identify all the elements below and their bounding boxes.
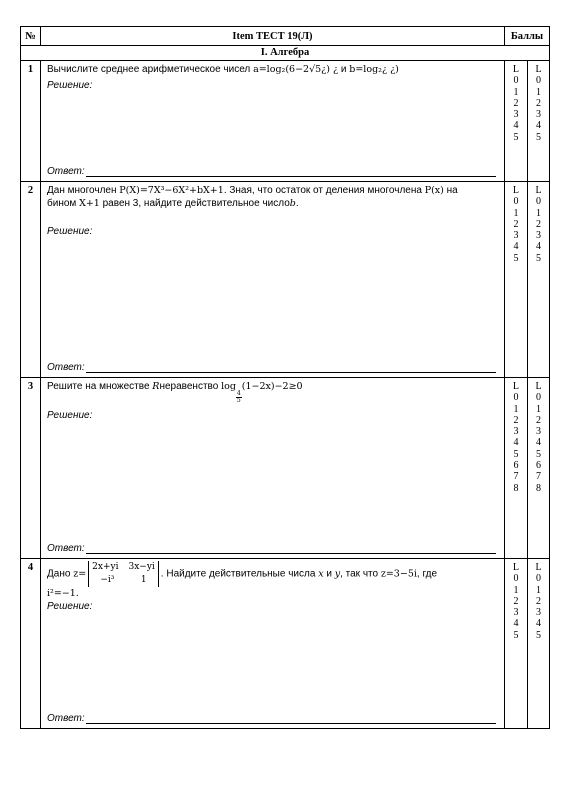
score-list (528, 381, 549, 494)
math-expression: z=3−5i (380, 568, 417, 580)
score-option[interactable]: L (512, 381, 520, 392)
math-expression: y (334, 568, 341, 580)
question-text (47, 63, 500, 76)
header-row (21, 27, 550, 46)
math-log: log (221, 381, 236, 392)
score-option[interactable]: L (512, 185, 520, 196)
score-option[interactable]: 3 (535, 607, 541, 619)
solution-label: Решение: (47, 410, 93, 421)
score-option[interactable]: 0 (535, 196, 541, 208)
question-body (41, 378, 505, 559)
question-text-part: бином (47, 198, 80, 209)
score-column-2[interactable] (527, 378, 549, 559)
score-option[interactable]: 5 (535, 629, 541, 641)
score-option[interactable]: 3 (535, 109, 541, 121)
math-expression: b (289, 198, 296, 209)
score-option[interactable]: 2 (513, 595, 519, 607)
det-cell: 1 (140, 575, 147, 585)
question-number: 4 (21, 559, 41, 729)
score-option[interactable]: 1 (513, 86, 519, 98)
score-option[interactable]: 3 (535, 230, 541, 242)
score-option[interactable]: 4 (513, 241, 519, 253)
math-expression: R (152, 381, 160, 392)
score-option[interactable]: 3 (535, 426, 541, 438)
score-list (505, 562, 527, 641)
score-option[interactable]: 0 (513, 392, 519, 404)
det-cell: 2x+yi (92, 562, 119, 572)
score-option[interactable]: 0 (513, 196, 519, 208)
score-option[interactable]: 5 (513, 252, 519, 264)
question-text (47, 380, 500, 404)
score-option[interactable]: 4 (513, 120, 519, 132)
math-expression: X+1 (79, 198, 100, 209)
answer-line[interactable] (86, 544, 496, 554)
fraction-numerator: 4 (236, 390, 241, 397)
question-text-part: , где (416, 568, 438, 580)
answer-line[interactable] (86, 363, 496, 373)
question-text-part: . Зная, что остаток от деления многочлена (223, 185, 425, 196)
test-table (20, 26, 550, 729)
answer-label: Ответ: (47, 543, 85, 554)
score-option[interactable]: L (535, 381, 542, 392)
score-option[interactable]: 5 (535, 448, 541, 460)
score-option[interactable]: 7 (535, 471, 541, 483)
score-column-2[interactable] (527, 559, 549, 729)
score-option[interactable]: 3 (513, 230, 519, 242)
score-list (505, 64, 527, 143)
score-option[interactable]: 3 (513, 426, 519, 438)
answer-line[interactable] (86, 167, 496, 177)
score-column-2[interactable] (527, 182, 549, 378)
question-number: 2 (21, 182, 41, 378)
score-option[interactable]: 6 (535, 460, 541, 472)
score-option[interactable]: 7 (513, 471, 519, 483)
det-cell: 3x−yi (128, 562, 155, 572)
question-text (47, 561, 500, 600)
math-expression: x (318, 568, 324, 580)
score-option[interactable]: 5 (513, 448, 519, 460)
score-list (528, 64, 549, 143)
score-option[interactable]: 0 (535, 392, 541, 404)
score-column-2[interactable] (527, 61, 549, 182)
math-expression: z= (73, 568, 87, 580)
section-title: I. Алгебра (21, 46, 550, 61)
score-option[interactable]: L (535, 64, 542, 75)
answer-line[interactable] (86, 714, 496, 724)
math-expression: P(x) (424, 185, 444, 196)
score-option[interactable]: 4 (535, 618, 541, 630)
question-text-part: Дан многочлен (47, 185, 120, 196)
answer-field[interactable] (47, 543, 496, 554)
math-expression: P(X)=7X³−6X²+bX+1 (119, 185, 224, 196)
score-column-1[interactable] (504, 378, 527, 559)
score-option[interactable]: 0 (513, 75, 519, 87)
question-text-part: Вычислите среднее арифметическое чисел (47, 64, 254, 75)
math-expression: i²=−1. (47, 588, 79, 599)
score-option[interactable]: 3 (513, 607, 519, 619)
question-text-part: неравенство (159, 381, 222, 392)
header-num: № (21, 27, 41, 46)
score-column-1[interactable] (504, 182, 527, 378)
score-option[interactable]: 1 (535, 403, 541, 415)
score-option[interactable]: 0 (535, 573, 541, 585)
question-text-part: и (338, 64, 350, 75)
fraction-denominator: 5 (236, 397, 241, 404)
question-text-part: , так что (340, 568, 381, 580)
score-option[interactable]: 0 (513, 573, 519, 585)
question-text: Дан многочлен P(X)=7X³−6X²+bX+1. Зная, что остаток от деления многочлена P(x) на бином X+1 равен 3, найдите действительное числоb. (47, 185, 458, 209)
question-row (21, 182, 550, 378)
score-option[interactable]: 5 (535, 131, 541, 143)
score-option[interactable]: 6 (513, 460, 519, 472)
score-option[interactable]: 1 (513, 207, 519, 219)
score-column-1[interactable] (504, 61, 527, 182)
answer-label: Ответ: (47, 166, 85, 177)
score-option[interactable]: 2 (513, 97, 519, 109)
math-expression: (1−2x)−2≥0 (241, 381, 303, 392)
question-text-part: равен 3, найдите действительное число (99, 198, 290, 209)
score-option[interactable]: L (512, 562, 520, 573)
answer-label: Ответ: (47, 362, 85, 373)
answer-field[interactable] (47, 362, 496, 373)
score-option[interactable]: 2 (513, 218, 519, 230)
solution-label: Решение: (47, 601, 93, 612)
score-option[interactable]: 0 (535, 75, 541, 87)
log-base-fraction (236, 391, 242, 404)
score-list (528, 185, 549, 264)
determinant (88, 561, 159, 587)
answer-field[interactable] (47, 713, 496, 724)
answer-field[interactable] (47, 166, 496, 177)
score-option[interactable]: 5 (513, 629, 519, 641)
solution-label: Решение: (47, 226, 93, 237)
question-row (21, 378, 550, 559)
score-option[interactable]: 1 (535, 207, 541, 219)
score-option[interactable]: L (535, 185, 542, 196)
question-body (41, 61, 505, 182)
question-row (21, 61, 550, 182)
score-option[interactable]: 5 (513, 131, 519, 143)
score-option[interactable]: 4 (535, 437, 541, 449)
score-option[interactable]: 2 (535, 414, 541, 426)
question-text-part: Решите на множестве (47, 381, 153, 392)
score-option[interactable]: 2 (513, 414, 519, 426)
score-option[interactable]: 4 (513, 437, 519, 449)
score-option[interactable]: 1 (535, 86, 541, 98)
score-option[interactable]: 8 (535, 482, 541, 494)
math-expression: b=log₂¿ ¿) (349, 64, 399, 75)
score-option[interactable]: 2 (535, 218, 541, 230)
score-list (505, 381, 527, 494)
question-text-part: Дано (47, 568, 74, 580)
score-option[interactable]: 2 (535, 97, 541, 109)
score-option[interactable]: 4 (513, 618, 519, 630)
score-list (505, 185, 527, 264)
score-option[interactable]: 1 (513, 403, 519, 415)
score-option[interactable]: 5 (535, 252, 541, 264)
solution-label: Решение: (47, 80, 93, 91)
question-text-part: и (323, 568, 335, 580)
score-option[interactable]: 1 (513, 584, 519, 596)
math-inequality (221, 381, 303, 404)
score-option[interactable]: L (512, 64, 520, 75)
question-body (41, 559, 505, 729)
score-list (528, 562, 549, 641)
question-body (41, 182, 505, 378)
score-option[interactable]: L (535, 562, 542, 573)
score-option[interactable]: 4 (535, 120, 541, 132)
question-text-part: на (443, 185, 458, 196)
header-title: Item ТЕСТ 19(Л) (41, 27, 505, 46)
question-row (21, 559, 550, 729)
question-number: 3 (21, 378, 41, 559)
score-option[interactable]: 4 (535, 241, 541, 253)
math-expression: a=log₂(6−2√5¿) ¿ (253, 64, 339, 75)
score-column-1[interactable] (504, 559, 527, 729)
question-text-part: . Найдите действительные числа (160, 568, 319, 580)
det-cell: −i³ (100, 575, 115, 585)
score-option[interactable]: 8 (513, 482, 519, 494)
answer-label: Ответ: (47, 713, 85, 724)
section-row (21, 46, 550, 61)
question-number: 1 (21, 61, 41, 182)
score-option[interactable]: 3 (513, 109, 519, 121)
header-score: Баллы (504, 27, 549, 46)
score-option[interactable]: 2 (535, 595, 541, 607)
score-option[interactable]: 1 (535, 584, 541, 596)
